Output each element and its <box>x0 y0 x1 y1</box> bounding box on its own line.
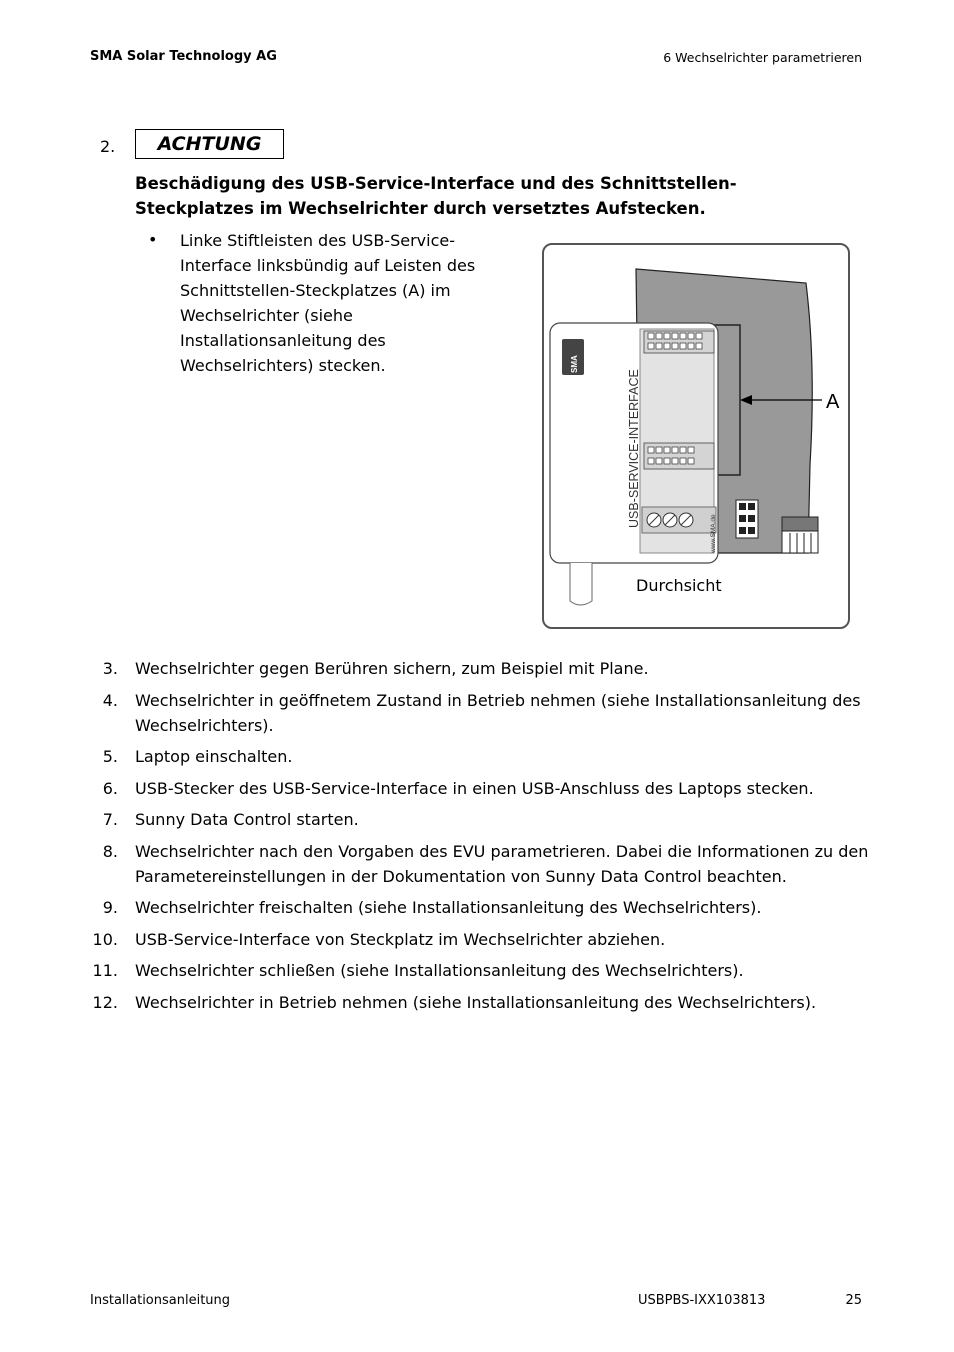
device-illustration <box>542 243 850 629</box>
step-text: Wechselrichter schließen (siehe Installationsanleitung des Wechselrichters). <box>135 961 744 980</box>
step-number: 10. <box>92 929 118 949</box>
board-terminal <box>782 517 818 553</box>
pin-header-top <box>644 331 714 353</box>
step-text: Wechselrichter nach den Vorgaben des EVU parametrieren. Dabei die Informationen zu den Parametereinstellungen in der Dokumentation von Sunny Data Control beachten. <box>135 841 869 886</box>
figure-caption: Durchsicht <box>636 576 722 595</box>
device-url: www.SMA.de <box>710 514 717 553</box>
list-item <box>90 688 870 738</box>
callout-label: A <box>826 391 840 413</box>
header-section: 6 Wechselrichter parametrieren <box>663 50 862 65</box>
step-text: Wechselrichter in geöffnetem Zustand in Betrieb nehmen (siehe Installationsanleitung des Wechselrichters). <box>135 690 861 735</box>
list-item <box>90 927 870 952</box>
step-text: USB-Stecker des USB-Service-Interface in einen USB-Anschluss des Laptops stecken. <box>135 778 814 798</box>
step-number: 9. <box>102 898 118 917</box>
device-label: USB-SERVICE-INTERFACE <box>627 369 641 528</box>
footer-doc-code: USBPBS-IXX103813 <box>638 1293 766 1308</box>
step-number: 7. <box>102 810 118 829</box>
step-number: 8. <box>102 841 118 861</box>
notice-label: ACHTUNG <box>135 129 284 159</box>
step-number: 3. <box>102 659 118 678</box>
pin-header-bottom <box>644 443 714 469</box>
list-item <box>90 776 870 801</box>
usb-cable <box>570 563 592 605</box>
list-item <box>90 656 870 681</box>
bullet-symbol: • <box>148 230 158 249</box>
header-company: SMA Solar Technology AG <box>90 49 277 64</box>
bullet-text: Linke Stiftleisten des USB-Service-Interface linksbündig auf Leisten des Schnittstellen-Steckplatzes (A) im Wechselrichter (siehe Installationsanleitung des Wechselrichters) stecken. <box>180 231 476 375</box>
list-item <box>90 744 870 769</box>
sma-logo-text: SMA <box>570 355 579 373</box>
warning-title: Beschädigung des USB-Service-Interface und des Schnittstellen-Steckplatzes im Wechselrichter durch versetztes Aufstecken. <box>135 174 737 218</box>
step-text: USB-Service-Interface von Steckplatz im Wechselrichter abziehen. <box>135 929 666 949</box>
board-connector <box>736 500 758 538</box>
list-item <box>90 839 870 889</box>
step-number: 11. <box>92 961 118 980</box>
step-list <box>90 656 870 1021</box>
step-text: Laptop einschalten. <box>135 747 293 766</box>
step-text: Wechselrichter freischalten (siehe Installationsanleitung des Wechselrichters). <box>135 898 762 917</box>
list-item <box>90 807 870 832</box>
step-number: 6. <box>102 778 118 798</box>
step-text: Sunny Data Control starten. <box>135 810 359 829</box>
step-number: 2. <box>100 137 116 156</box>
footer-doc-type: Installationsanleitung <box>90 1293 231 1308</box>
list-item <box>90 895 870 920</box>
step-text: Wechselrichter gegen Berühren sichern, zum Beispiel mit Plane. <box>135 659 649 678</box>
usb-interface-drawing <box>544 245 848 627</box>
page-number: 25 <box>845 1293 862 1308</box>
list-item <box>90 958 870 983</box>
list-item <box>90 990 870 1015</box>
screw-terminals <box>642 507 716 533</box>
step-number: 5. <box>102 747 118 766</box>
step-number: 4. <box>102 690 118 710</box>
step-text: Wechselrichter in Betrieb nehmen (siehe Installationsanleitung des Wechselrichters). <box>135 992 817 1012</box>
step-number: 12. <box>92 992 118 1012</box>
